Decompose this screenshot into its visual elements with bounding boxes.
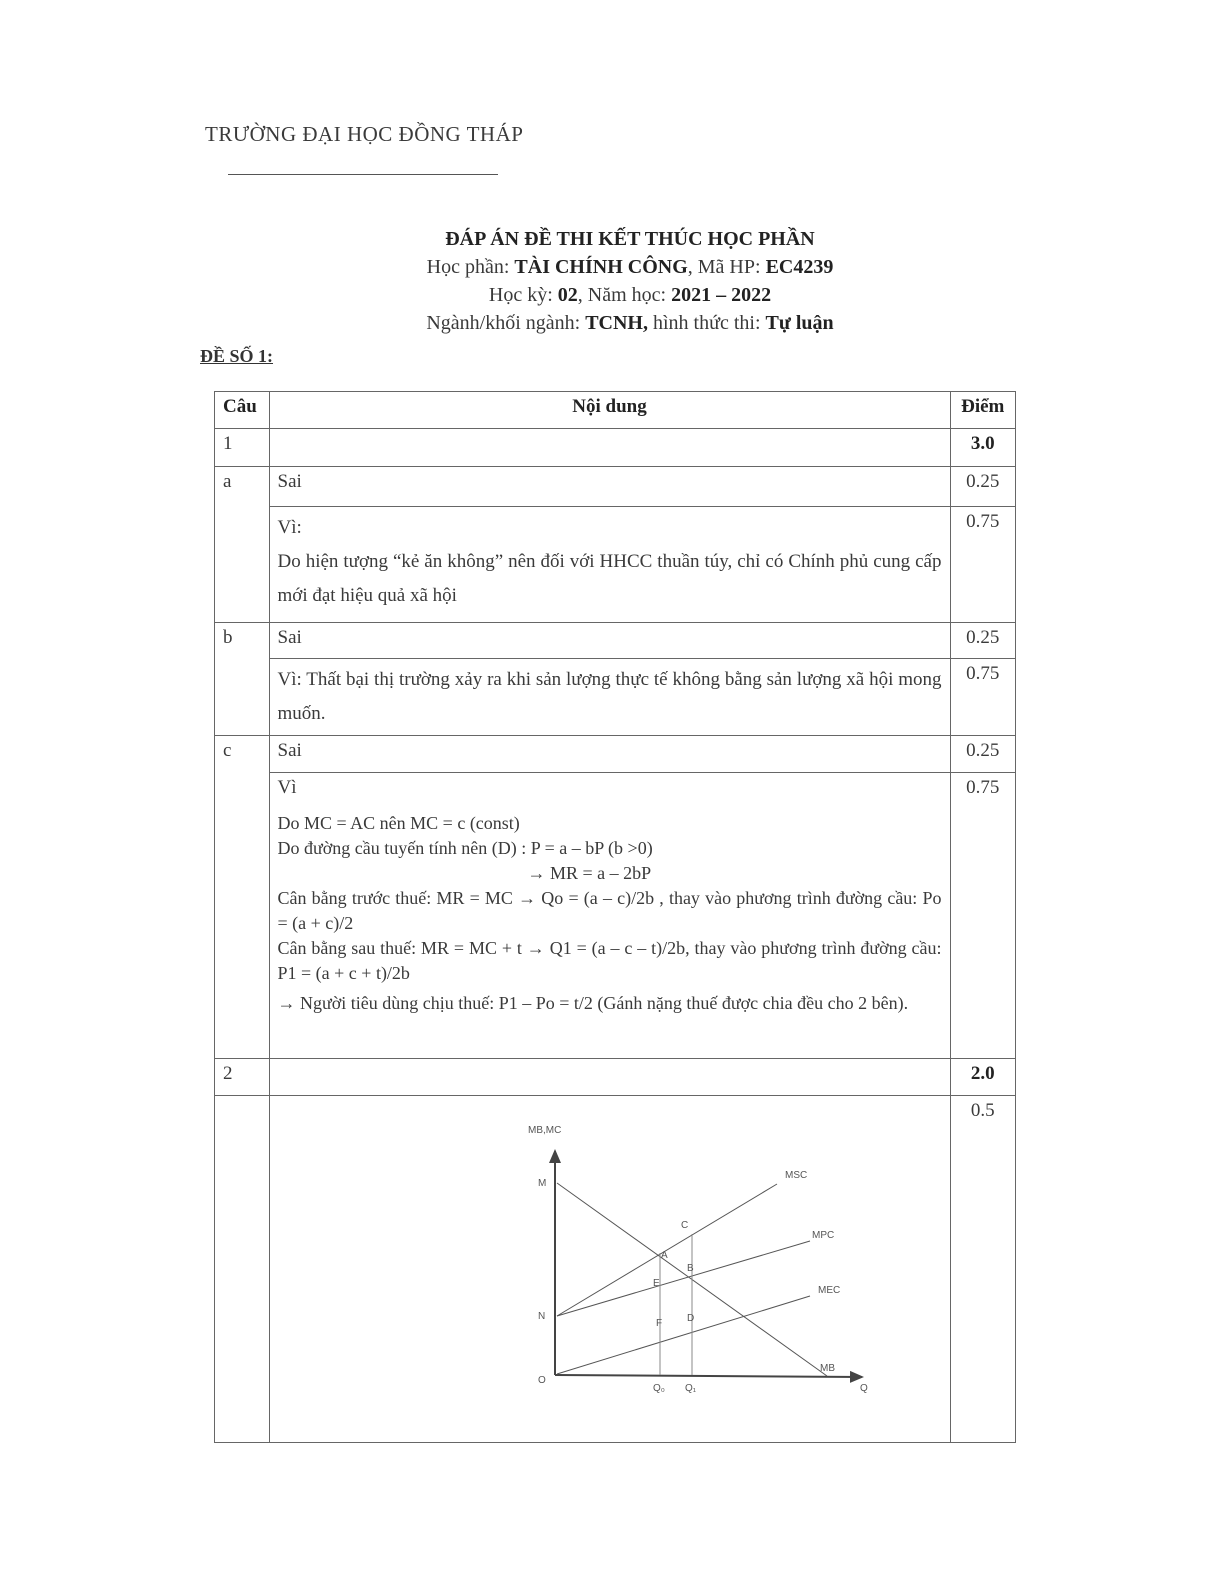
mec-curve (557, 1296, 810, 1374)
equation-line: Do MC = AC nên MC = c (const) (277, 813, 520, 833)
table-row (215, 1059, 1016, 1096)
label: Ngành/khối ngành: (426, 312, 581, 334)
score: 3.0 (950, 429, 1016, 467)
label: hình thức thi: (653, 312, 761, 334)
point-e: E (652, 1278, 660, 1289)
question-label: a (215, 467, 270, 623)
point-a: A (660, 1250, 668, 1261)
point-f: F (655, 1318, 662, 1329)
course-line (300, 256, 960, 279)
table-row (215, 429, 1016, 467)
major: TCNH, (585, 312, 648, 334)
question-number: 2 (215, 1059, 270, 1096)
score: 0.75 (950, 659, 1016, 736)
mpc-curve (557, 1241, 810, 1316)
point-d: D (686, 1313, 694, 1324)
exam-form: Tự luận (765, 312, 834, 334)
why-label: Vì (277, 777, 297, 798)
doc-title: ĐÁP ÁN ĐỀ THI KẾT THÚC HỌC PHẦN (445, 228, 815, 250)
q1-label: Q₁ (684, 1383, 696, 1394)
school-name: TRƯỜNG ĐẠI HỌC ĐỒNG THÁP (205, 122, 524, 146)
col-content: Nội dung (269, 392, 950, 429)
label: Học kỳ: (488, 284, 553, 306)
score: 0.25 (950, 736, 1016, 773)
equation-line: Cân bằng sau thuế: MR = MC + t → Q1 = (a – c – t)/2b, thay vào phương trình đường cầu: P1 = (a + c + t)/2b (277, 938, 942, 983)
empty-cell (215, 1096, 270, 1443)
msc-label: MSC (784, 1170, 807, 1181)
table-row (215, 659, 1016, 736)
x-axis-label: Q (859, 1383, 868, 1394)
course-name: TÀI CHÍNH CÔNG (514, 256, 688, 278)
score: 0.25 (950, 467, 1016, 507)
question-number: 1 (215, 429, 270, 467)
mb-label: MB (819, 1363, 835, 1374)
point-b: B (686, 1263, 694, 1274)
content (269, 429, 950, 467)
point-m: M (537, 1178, 546, 1189)
score: 0.25 (950, 623, 1016, 659)
major-line (300, 312, 960, 335)
score: 2.0 (950, 1059, 1016, 1096)
question-label: c (215, 736, 270, 1059)
mpc-label: MPC (811, 1230, 834, 1241)
externality-diagram (270, 1096, 950, 1436)
explanation (269, 507, 950, 623)
diagram-cell (269, 1096, 950, 1443)
answer: Sai (269, 623, 950, 659)
answer-table (214, 391, 1016, 1443)
label: , Năm học: (577, 284, 667, 306)
table-header (215, 392, 1016, 429)
equation-line: Do đường cầu tuyến tính nên (D) : P = a – bP (b >0) (277, 838, 653, 858)
content (269, 1059, 950, 1096)
label: Học phần: (426, 256, 510, 278)
answer: Sai (269, 736, 950, 773)
col-question: Câu (215, 392, 270, 429)
origin-label: O (537, 1375, 546, 1386)
exam-number: ĐỀ SỐ 1: (200, 346, 274, 366)
term: 02 (557, 284, 578, 306)
mec-label: MEC (817, 1285, 840, 1296)
score: 0.75 (950, 773, 1016, 1059)
explanation-text: Do hiện tượng “kẻ ăn không” nên đối với HHCC thuần túy, chỉ có Chính phủ cung cấp mới đạt hiệu quả xã hội (277, 551, 942, 606)
table-row (215, 773, 1016, 1059)
equation-line: Cân bằng trước thuế: MR = MC → Qo = (a – c)/2b , thay vào phương trình đường cầu: Po = (a + c)/2 (277, 888, 942, 933)
table-row (215, 1096, 1016, 1443)
table-row (215, 736, 1016, 773)
course-code: EC4239 (765, 256, 834, 278)
year: 2021 – 2022 (671, 284, 772, 306)
col-score: Điểm (950, 392, 1016, 429)
score: 0.75 (950, 507, 1016, 623)
explanation-text: Vì: Thất bại thị trường xảy ra khi sản lượng thực tế không bằng sản lượng xã hội mong muốn. (269, 659, 950, 736)
y-axis-label: MB,MC (527, 1125, 561, 1136)
table-row (215, 467, 1016, 507)
question-label: b (215, 623, 270, 736)
table-row (215, 507, 1016, 623)
explanation (269, 773, 950, 1059)
point-n: N (537, 1311, 545, 1322)
why-label: Vì: (277, 517, 302, 538)
point-c: C (680, 1220, 688, 1231)
x-axis (555, 1375, 862, 1377)
q0-label: Q₀ (652, 1383, 665, 1394)
score: 0.5 (950, 1096, 1016, 1443)
equation-line: → Người tiêu dùng chịu thuế: P1 – Po = t/2 (Gánh nặng thuế được chia đều cho 2 bên). (277, 993, 909, 1013)
divider (228, 174, 498, 175)
table-row (215, 623, 1016, 659)
term-line (300, 284, 960, 307)
label: , Mã HP: (687, 256, 761, 278)
equation-line: → MR = a – 2bP (527, 863, 652, 883)
answer: Sai (269, 467, 950, 507)
